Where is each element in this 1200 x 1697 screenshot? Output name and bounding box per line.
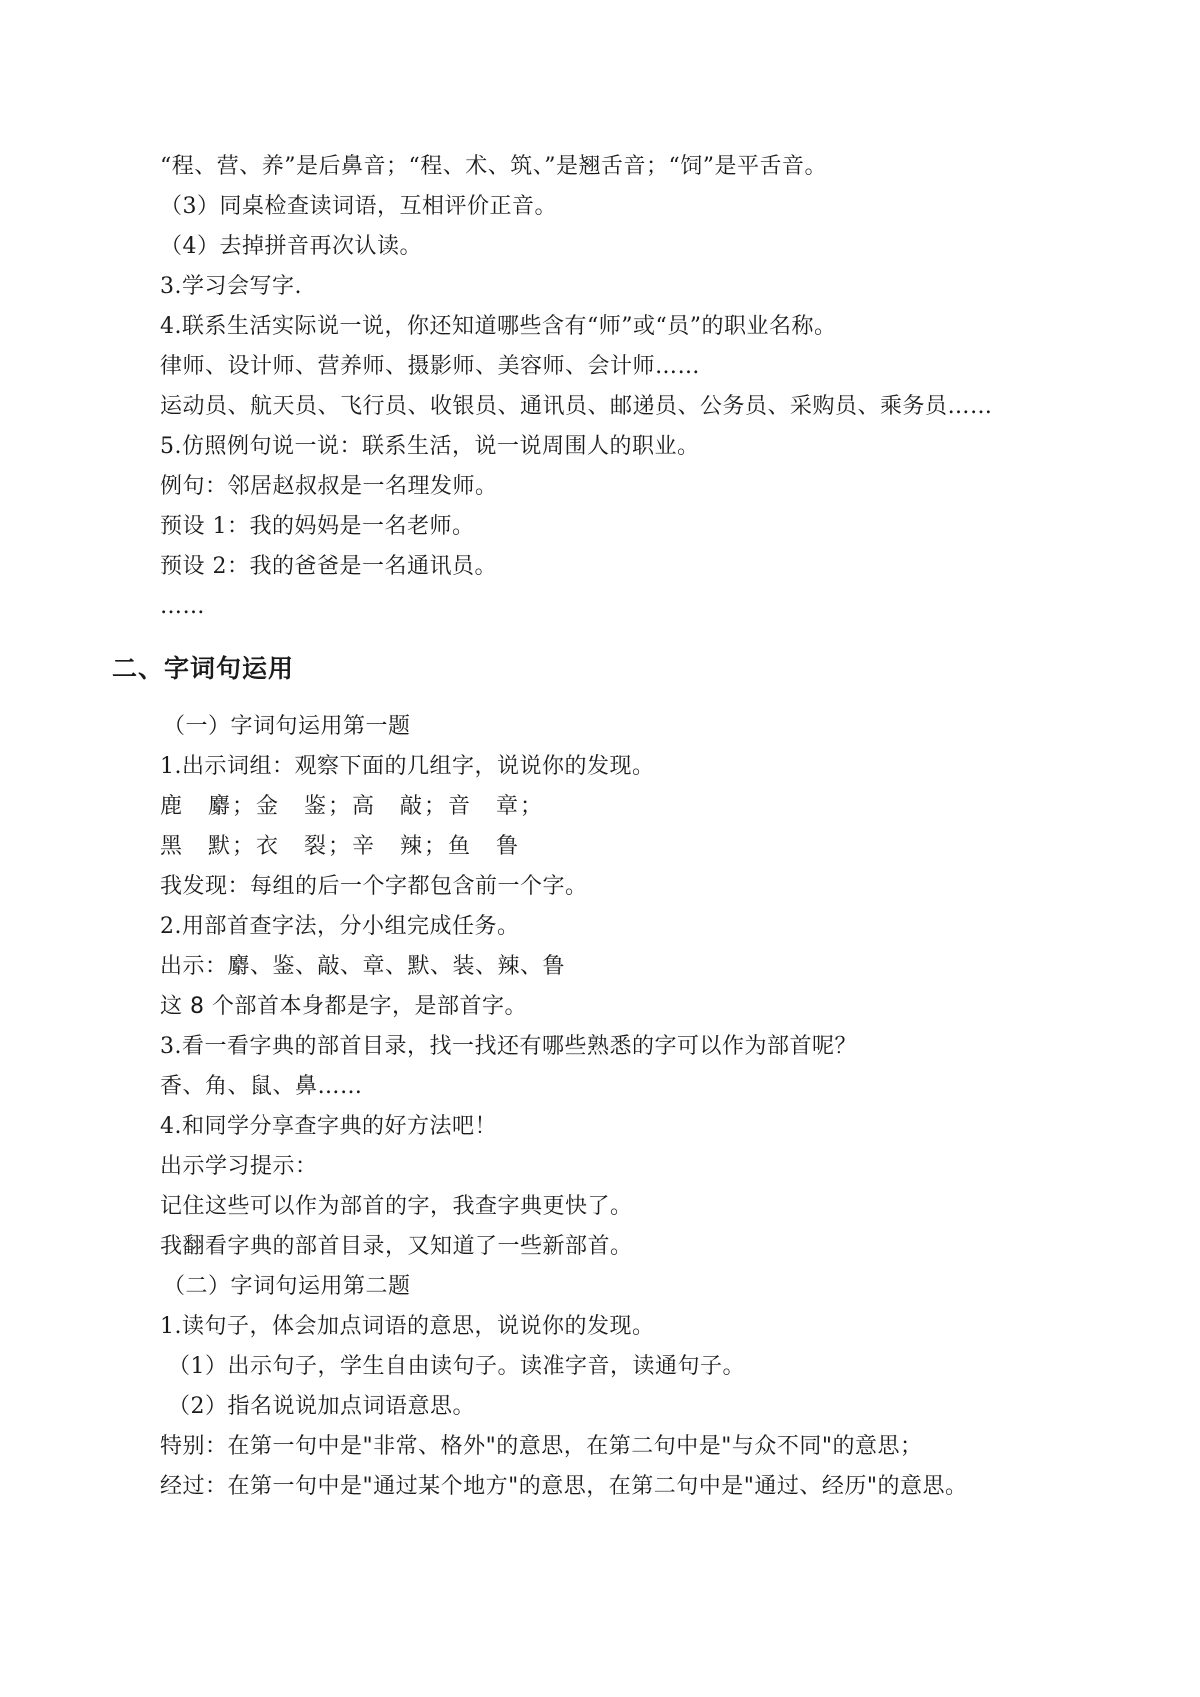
text-line-9: 例句：邻居赵叔叔是一名理发师。 xyxy=(160,474,498,499)
text-line-25: （1）出示句子，学生自由读句子。读准字音，读通句子。 xyxy=(168,1354,745,1379)
text-line-21: 出示学习提示： xyxy=(160,1154,318,1179)
text-line-3: （4）去掉拼音再次认读。 xyxy=(160,234,422,259)
text-line-10: 预设 1：我的妈妈是一名老师。 xyxy=(160,514,475,539)
text-line-8: 5.仿照例句说一说：联系生活，说一说周围人的职业。 xyxy=(160,434,700,459)
section-heading: 二、字词句运用 xyxy=(112,654,295,683)
subsection-title-1: （一）字词句运用第一题 xyxy=(163,714,411,739)
text-line-20: 4.和同学分享查字典的好方法吧！ xyxy=(160,1114,497,1139)
word-pairs-line-2: 黑 默；衣 裂；辛 辣；鱼 鲁 xyxy=(160,834,521,859)
text-line-15: 2.用部首查字法，分小组完成任务。 xyxy=(160,914,520,939)
text-line-18: 3.看一看字典的部首目录，找一找还有哪些熟悉的字可以作为部首呢？ xyxy=(160,1034,857,1059)
text-line-11: 预设 2：我的爸爸是一名通讯员。 xyxy=(160,554,497,579)
text-line-6: 律师、设计师、营养师、摄影师、美容师、会计师…… xyxy=(160,354,701,379)
word-pairs-line-1: 鹿 麝；金 鉴；高 敲；音 章； xyxy=(160,794,545,819)
text-line-2: （3）同桌检查读词语，互相评价正音。 xyxy=(160,194,557,219)
text-line-23: 我翻看字典的部首目录，又知道了一些新部首。 xyxy=(160,1234,633,1259)
text-line-27: 特别：在第一句中是"非常、格外"的意思，在第二句中是"与众不同"的意思； xyxy=(160,1434,923,1459)
text-line-4: 3.学习会写字. xyxy=(160,274,302,299)
text-line-14: 我发现：每组的后一个字都包含前一个字。 xyxy=(160,874,588,899)
text-line-17: 这 8 个部首本身都是字，是部首字。 xyxy=(160,994,527,1019)
text-line-5: 4.联系生活实际说一说，你还知道哪些含有“师”或“员”的职业名称。 xyxy=(160,314,837,339)
text-line-1: “程、营、养”是后鼻音；“程、术、筑、”是翘舌音；“饲”是平舌音。 xyxy=(160,154,827,179)
subsection-title-2: （二）字词句运用第二题 xyxy=(163,1274,411,1299)
text-line-7: 运动员、航天员、飞行员、收银员、通讯员、邮递员、公务员、采购员、乘务员…… xyxy=(160,394,993,419)
text-line-16: 出示：麝、鉴、敲、章、默、装、辣、鲁 xyxy=(160,954,566,979)
text-line-12: …… xyxy=(160,594,205,619)
text-line-28: 经过：在第一句中是"通过某个地方"的意思，在第二句中是"通过、经历"的意思。 xyxy=(160,1474,968,1499)
text-line-26: （2）指名说说加点词语意思。 xyxy=(168,1394,475,1419)
text-line-22: 记住这些可以作为部首的字，我查字典更快了。 xyxy=(160,1194,633,1219)
text-line-24: 1.读句子，体会加点词语的意思，说说你的发现。 xyxy=(160,1314,655,1339)
text-line-13: 1.出示词组：观察下面的几组字，说说你的发现。 xyxy=(160,754,655,779)
text-line-19: 香、角、鼠、鼻…… xyxy=(160,1074,363,1099)
